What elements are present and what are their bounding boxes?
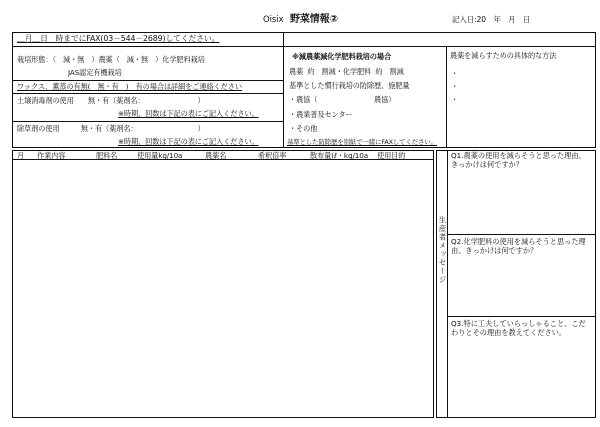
reduction-item-extension-center[interactable]: ・農業普及センター [289,110,353,119]
reduction-heading: ※減農薬減化学肥料栽培の場合 [292,52,392,61]
reduction-footer-note: 基準とした防除歴を別紙で一緒にFAXしてください。 [287,138,437,146]
column-header-fertilizer: 肥料名 [96,151,118,160]
page-title: 野菜情報② [290,14,338,25]
herbicide-note: ※時期、回数は下記の表にご記入ください。 [118,137,259,146]
column-header-pesticide: 農薬名 [205,151,227,160]
cultivation-form[interactable]: 栽培形態：（ 減・無 ）農薬（ 減・無 ）化学肥料栽培 [17,55,205,64]
table-body[interactable] [13,160,433,417]
wax-fumigation-field[interactable]: ワックス、薫蒸の有無( 無・有 ) 有の場合は詳細をご連絡ください [17,82,242,91]
soil-disinfectant-field[interactable]: 土壌消毒剤の使用 無・有（薬剤名： ） [17,96,205,105]
reduction-basis: 基準とした慣行栽培の防除歴、施肥量 [289,81,410,90]
column-header-work: 作業内容 [37,151,66,160]
methods-heading: 農薬を減らすための具体的な方法 [450,51,557,60]
column-header-spray-amount: 散布量(ℓ・kg/10a [310,151,369,160]
column-header-month: 月 [17,151,25,160]
reduction-item-agri-coop[interactable]: ・農協（ 農協） [289,95,396,104]
column-header-usage: 使用量kg/10a [137,151,183,160]
question-1[interactable]: Q1.農薬の使用を減らそうと思った理由、きっかけは何ですか？ [451,151,586,169]
herbicide-field[interactable]: 除草剤の使用 無・有（薬剤名： ） [17,124,205,133]
jas-label: JAS認定有機栽培 [68,68,122,77]
reduction-rates[interactable]: 農薬 約 割減・化学肥料 約 割減 [289,67,404,76]
column-header-purpose: 使用目的 [377,151,406,160]
methods-bullet[interactable]: ・ [451,82,459,91]
methods-bullet[interactable]: ・ [451,69,459,78]
date-field[interactable]: 記入日:20 年 月 日 [452,15,531,24]
methods-bullet[interactable]: ・ [451,95,459,104]
question-3[interactable]: Q3.特に工夫していらっしゃること、こだわりとその理由を教えてください。 [451,319,586,337]
fax-instruction: ＿月＿日 時までにFAX(03－544－2689)してください。 [17,34,220,43]
producer-message-label: 生産者メッセージ [438,216,447,284]
column-header-dilution: 希釈倍率 [258,151,287,160]
producer-message-panel [436,150,596,418]
brand-name: Oisix [263,15,284,25]
reduction-item-other[interactable]: ・その他 [289,124,318,133]
question-2[interactable]: Q2.化学肥料の使用を減らそうと思った理由、きっかけは何ですか？ [451,237,586,255]
soil-disinfectant-note: ※時期、回数は下記の表にご記入ください。 [118,109,259,118]
